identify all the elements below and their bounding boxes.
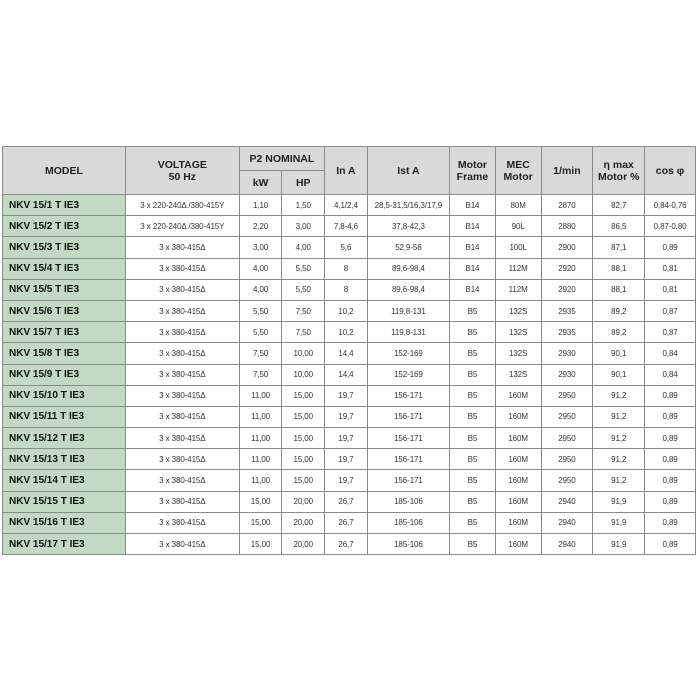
cell-model: NKV 15/15 T IE3 (3, 491, 126, 512)
table-row (3, 491, 696, 512)
cell-hp: 5,50 (282, 279, 325, 300)
table-row (3, 322, 696, 343)
cell-in-a: 19,7 (325, 406, 368, 427)
cell-model: NKV 15/16 T IE3 (3, 512, 126, 533)
table-row (3, 343, 696, 364)
cell-hp: 20,00 (282, 512, 325, 533)
cell-kw: 11,00 (239, 428, 282, 449)
cell-mec-motor: 160M (495, 491, 541, 512)
cell-ist-a: 152-169 (367, 343, 449, 364)
cell-ist-a: 28,5-31,5/16,3/17,9 (367, 195, 449, 216)
cell-ist-a: 152-169 (367, 364, 449, 385)
cell-kw: 4,00 (239, 258, 282, 279)
cell-motor-frame: B5 (450, 322, 496, 343)
cell-hp: 3,00 (282, 216, 325, 237)
cell-voltage: 3 x 380-415Δ (125, 364, 239, 385)
cell-eta-max: 82,7 (593, 195, 645, 216)
cell-ist-a: 119,8-131 (367, 300, 449, 321)
cell-cos-phi: 0,87-0,80 (645, 216, 696, 237)
cell-eta-max: 91,9 (593, 512, 645, 533)
cell-model: NKV 15/11 T IE3 (3, 406, 126, 427)
header-kw: kW (239, 171, 282, 195)
header-in-a: In A (325, 147, 368, 195)
cell-kw: 2,20 (239, 216, 282, 237)
cell-model: NKV 15/13 T IE3 (3, 449, 126, 470)
cell-kw: 3,00 (239, 237, 282, 258)
cell-hp: 7,50 (282, 300, 325, 321)
cell-voltage: 3 x 380-415Δ (125, 343, 239, 364)
cell-kw: 4,00 (239, 279, 282, 300)
header-hp: HP (282, 171, 325, 195)
cell-in-a: 7,8-4,6 (325, 216, 368, 237)
cell-voltage: 3 x 380-415Δ (125, 406, 239, 427)
cell-ist-a: 185-106 (367, 512, 449, 533)
cell-model: NKV 15/2 T IE3 (3, 216, 126, 237)
cell-in-a: 10,2 (325, 300, 368, 321)
cell-voltage: 3 x 380-415Δ (125, 534, 239, 555)
cell-hp: 15,00 (282, 385, 325, 406)
table-row (3, 279, 696, 300)
table-header (3, 147, 696, 195)
cell-rpm: 2900 (541, 237, 593, 258)
cell-cos-phi: 0,89 (645, 406, 696, 427)
cell-mec-motor: 160M (495, 385, 541, 406)
cell-ist-a: 156-171 (367, 406, 449, 427)
cell-motor-frame: B14 (450, 195, 496, 216)
cell-eta-max: 89,2 (593, 322, 645, 343)
cell-voltage: 3 x 380-415Δ (125, 512, 239, 533)
cell-ist-a: 156-171 (367, 470, 449, 491)
cell-motor-frame: B5 (450, 449, 496, 470)
cell-in-a: 26,7 (325, 491, 368, 512)
cell-motor-frame: B14 (450, 258, 496, 279)
cell-voltage: 3 x 380-415Δ (125, 449, 239, 470)
cell-rpm: 2935 (541, 300, 593, 321)
cell-hp: 7,50 (282, 322, 325, 343)
header-cos-phi: cos φ (645, 147, 696, 195)
cell-hp: 15,00 (282, 449, 325, 470)
cell-motor-frame: B5 (450, 385, 496, 406)
cell-motor-frame: B5 (450, 491, 496, 512)
cell-ist-a: 37,8-42,3 (367, 216, 449, 237)
cell-kw: 5,50 (239, 322, 282, 343)
cell-in-a: 14,4 (325, 343, 368, 364)
cell-in-a: 26,7 (325, 534, 368, 555)
cell-hp: 15,00 (282, 428, 325, 449)
cell-rpm: 2950 (541, 449, 593, 470)
cell-kw: 11,00 (239, 449, 282, 470)
cell-mec-motor: 160M (495, 534, 541, 555)
header-p2-nominal: P2 NOMINAL (239, 147, 324, 171)
cell-mec-motor: 160M (495, 406, 541, 427)
cell-model: NKV 15/3 T IE3 (3, 237, 126, 258)
cell-in-a: 19,7 (325, 449, 368, 470)
cell-cos-phi: 0,89 (645, 491, 696, 512)
cell-in-a: 10,2 (325, 322, 368, 343)
cell-cos-phi: 0,89 (645, 449, 696, 470)
cell-eta-max: 90,1 (593, 364, 645, 385)
table-row (3, 512, 696, 533)
cell-cos-phi: 0,89 (645, 512, 696, 533)
cell-mec-motor: 160M (495, 428, 541, 449)
cell-mec-motor: 132S (495, 343, 541, 364)
cell-model: NKV 15/14 T IE3 (3, 470, 126, 491)
cell-mec-motor: 160M (495, 512, 541, 533)
cell-model: NKV 15/10 T IE3 (3, 385, 126, 406)
header-eta-max: η max Motor % (593, 147, 645, 195)
header-mec-motor: MEC Motor (495, 147, 541, 195)
cell-cos-phi: 0,81 (645, 258, 696, 279)
header-motor-frame: Motor Frame (450, 147, 496, 195)
table-row (3, 449, 696, 470)
cell-rpm: 2940 (541, 534, 593, 555)
table-row (3, 428, 696, 449)
cell-rpm: 2880 (541, 216, 593, 237)
cell-model: NKV 15/9 T IE3 (3, 364, 126, 385)
cell-voltage: 3 x 380-415Δ (125, 428, 239, 449)
cell-ist-a: 156-171 (367, 449, 449, 470)
table-row (3, 300, 696, 321)
cell-eta-max: 91,2 (593, 428, 645, 449)
cell-motor-frame: B5 (450, 300, 496, 321)
cell-voltage: 3 x 380-415Δ (125, 258, 239, 279)
cell-rpm: 2920 (541, 279, 593, 300)
cell-mec-motor: 112M (495, 279, 541, 300)
cell-in-a: 5,6 (325, 237, 368, 258)
cell-model: NKV 15/17 T IE3 (3, 534, 126, 555)
cell-mec-motor: 90L (495, 216, 541, 237)
cell-cos-phi: 0,89 (645, 237, 696, 258)
cell-eta-max: 91,2 (593, 406, 645, 427)
cell-ist-a: 89,6-98,4 (367, 258, 449, 279)
table-row (3, 385, 696, 406)
cell-voltage: 3 x 380-415Δ (125, 237, 239, 258)
cell-cos-phi: 0,84 (645, 364, 696, 385)
cell-eta-max: 90,1 (593, 343, 645, 364)
cell-eta-max: 91,9 (593, 491, 645, 512)
table-row (3, 216, 696, 237)
cell-voltage: 3 x 220-240Δ /380-415Y (125, 195, 239, 216)
cell-voltage: 3 x 380-415Δ (125, 322, 239, 343)
cell-hp: 10,00 (282, 364, 325, 385)
cell-motor-frame: B5 (450, 470, 496, 491)
cell-rpm: 2920 (541, 258, 593, 279)
cell-kw: 15,00 (239, 534, 282, 555)
cell-kw: 11,00 (239, 406, 282, 427)
header-ist-a: Ist A (367, 147, 449, 195)
cell-in-a: 4,1/2,4 (325, 195, 368, 216)
cell-rpm: 2940 (541, 512, 593, 533)
cell-in-a: 8 (325, 258, 368, 279)
cell-mec-motor: 132S (495, 322, 541, 343)
table-row (3, 470, 696, 491)
cell-rpm: 2950 (541, 470, 593, 491)
cell-kw: 1,10 (239, 195, 282, 216)
cell-rpm: 2930 (541, 343, 593, 364)
cell-hp: 20,00 (282, 534, 325, 555)
cell-cos-phi: 0,89 (645, 534, 696, 555)
table-row (3, 195, 696, 216)
cell-rpm: 2935 (541, 322, 593, 343)
cell-rpm: 2950 (541, 406, 593, 427)
cell-cos-phi: 0,89 (645, 428, 696, 449)
cell-mec-motor: 160M (495, 449, 541, 470)
cell-kw: 7,50 (239, 364, 282, 385)
cell-in-a: 14,4 (325, 364, 368, 385)
cell-rpm: 2940 (541, 491, 593, 512)
cell-model: NKV 15/12 T IE3 (3, 428, 126, 449)
cell-cos-phi: 0,84-0,76 (645, 195, 696, 216)
cell-eta-max: 91,2 (593, 385, 645, 406)
cell-eta-max: 89,2 (593, 300, 645, 321)
cell-ist-a: 119,8-131 (367, 322, 449, 343)
cell-rpm: 2950 (541, 385, 593, 406)
cell-hp: 4,00 (282, 237, 325, 258)
table-body (3, 195, 696, 555)
table-row (3, 534, 696, 555)
table-row (3, 258, 696, 279)
cell-mec-motor: 112M (495, 258, 541, 279)
cell-motor-frame: B5 (450, 512, 496, 533)
cell-cos-phi: 0,87 (645, 300, 696, 321)
table-row (3, 406, 696, 427)
cell-model: NKV 15/8 T IE3 (3, 343, 126, 364)
cell-hp: 20,00 (282, 491, 325, 512)
cell-eta-max: 91,9 (593, 534, 645, 555)
cell-ist-a: 185-106 (367, 534, 449, 555)
cell-mec-motor: 100L (495, 237, 541, 258)
header-model: MODEL (3, 147, 126, 195)
cell-model: NKV 15/6 T IE3 (3, 300, 126, 321)
cell-kw: 7,50 (239, 343, 282, 364)
cell-eta-max: 88,1 (593, 279, 645, 300)
cell-voltage: 3 x 380-415Δ (125, 385, 239, 406)
cell-rpm: 2930 (541, 364, 593, 385)
cell-model: NKV 15/5 T IE3 (3, 279, 126, 300)
cell-motor-frame: B14 (450, 216, 496, 237)
cell-kw: 15,00 (239, 512, 282, 533)
cell-hp: 1,50 (282, 195, 325, 216)
table-row (3, 364, 696, 385)
header-voltage: VOLTAGE 50 Hz (125, 147, 239, 195)
header-rpm: 1/min (541, 147, 593, 195)
cell-cos-phi: 0,89 (645, 470, 696, 491)
cell-model: NKV 15/4 T IE3 (3, 258, 126, 279)
cell-voltage: 3 x 380-415Δ (125, 300, 239, 321)
cell-eta-max: 88,1 (593, 258, 645, 279)
cell-motor-frame: B5 (450, 406, 496, 427)
cell-voltage: 3 x 380-415Δ (125, 470, 239, 491)
cell-motor-frame: B14 (450, 279, 496, 300)
cell-eta-max: 86,5 (593, 216, 645, 237)
cell-model: NKV 15/7 T IE3 (3, 322, 126, 343)
cell-rpm: 2950 (541, 428, 593, 449)
cell-mec-motor: 80M (495, 195, 541, 216)
cell-rpm: 2870 (541, 195, 593, 216)
cell-mec-motor: 132S (495, 364, 541, 385)
cell-voltage: 3 x 380-415Δ (125, 491, 239, 512)
cell-hp: 10,00 (282, 343, 325, 364)
cell-eta-max: 87,1 (593, 237, 645, 258)
cell-hp: 15,00 (282, 406, 325, 427)
cell-in-a: 26,7 (325, 512, 368, 533)
cell-voltage: 3 x 380-415Δ (125, 279, 239, 300)
cell-kw: 11,00 (239, 470, 282, 491)
cell-kw: 15,00 (239, 491, 282, 512)
cell-eta-max: 91,2 (593, 449, 645, 470)
cell-hp: 5,50 (282, 258, 325, 279)
table-row (3, 237, 696, 258)
cell-model: NKV 15/1 T IE3 (3, 195, 126, 216)
cell-ist-a: 156-171 (367, 428, 449, 449)
cell-cos-phi: 0,81 (645, 279, 696, 300)
cell-ist-a: 156-171 (367, 385, 449, 406)
cell-mec-motor: 160M (495, 470, 541, 491)
cell-kw: 5,50 (239, 300, 282, 321)
cell-hp: 15,00 (282, 470, 325, 491)
cell-in-a: 19,7 (325, 470, 368, 491)
cell-ist-a: 89,6-98,4 (367, 279, 449, 300)
cell-in-a: 19,7 (325, 428, 368, 449)
cell-cos-phi: 0,84 (645, 343, 696, 364)
cell-motor-frame: B5 (450, 428, 496, 449)
cell-in-a: 8 (325, 279, 368, 300)
cell-eta-max: 91,2 (593, 470, 645, 491)
cell-kw: 11,00 (239, 385, 282, 406)
cell-in-a: 19,7 (325, 385, 368, 406)
cell-mec-motor: 132S (495, 300, 541, 321)
cell-ist-a: 185-106 (367, 491, 449, 512)
cell-cos-phi: 0,87 (645, 322, 696, 343)
cell-motor-frame: B5 (450, 364, 496, 385)
cell-motor-frame: B5 (450, 534, 496, 555)
cell-motor-frame: B5 (450, 343, 496, 364)
cell-ist-a: 52,9-58 (367, 237, 449, 258)
cell-cos-phi: 0,89 (645, 385, 696, 406)
pump-spec-table (2, 146, 696, 555)
cell-motor-frame: B14 (450, 237, 496, 258)
cell-voltage: 3 x 220-240Δ /380-415Y (125, 216, 239, 237)
